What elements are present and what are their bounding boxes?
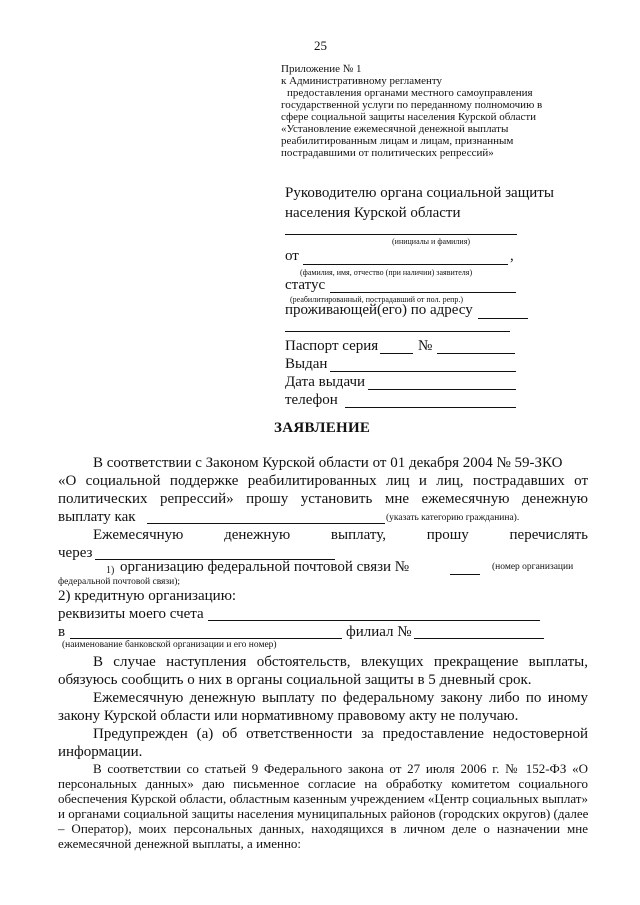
consent-text: и органами социальной защиты населения муниципальных районов (городских округов) (далее <box>58 806 589 821</box>
body-text: закону Курской области или нормативному правовому акту не получаю. <box>58 708 519 724</box>
initials-field[interactable] <box>285 234 517 235</box>
issue-date-field[interactable] <box>368 389 516 390</box>
issue-date-label: Дата выдачи <box>285 374 366 390</box>
consent-text: ежемесячной денежной выплаты, а именно: <box>58 836 302 851</box>
branch-field[interactable] <box>414 638 544 639</box>
passport-number-field[interactable] <box>437 353 515 354</box>
body-text: «О социальной поддержке реабилитированных лиц и лиц, пострадавших от <box>58 473 588 489</box>
appendix-line: Приложение № 1 <box>281 63 362 75</box>
payment-word: выплату, <box>330 527 386 543</box>
hint-post-a: (номер организации <box>492 562 574 572</box>
passport-series-field[interactable] <box>380 353 413 354</box>
consent-text: В соответствии со статьей 9 Федерального закона от 27 июля 2006 г. № 152-ФЗ «О <box>93 761 588 776</box>
requisites-label: реквизиты моего счета <box>58 606 204 622</box>
account-field[interactable] <box>208 620 540 621</box>
hint-category: (указать категорию гражданина). <box>386 513 520 523</box>
appendix-line: «Установление ежемесячной денежной выплаты <box>281 123 509 135</box>
hint-post-b: федеральной почтовой связи); <box>58 577 181 587</box>
issued-label: Выдан <box>285 356 328 372</box>
branch-label: филиал № <box>346 624 412 640</box>
address-label: проживающей(его) по адресу <box>285 302 473 318</box>
post-office-number-field[interactable] <box>450 574 480 575</box>
status-label: статус <box>285 277 326 293</box>
from-label: от <box>285 248 299 264</box>
address-field[interactable] <box>478 318 528 319</box>
appendix-line: государственной услуги по переданному полномочию в <box>281 99 543 111</box>
appendix-line: предоставления органами местного самоуправления <box>287 87 533 99</box>
hint-bank: (наименование банковской организации и его номер) <box>62 640 277 650</box>
payment-word: денежную <box>224 527 291 543</box>
appendix-line: пострадавшими от политических репрессий» <box>281 147 494 159</box>
hint-initials: (инициалы и фамилия) <box>392 237 471 246</box>
issued-field[interactable] <box>330 371 516 372</box>
option-2-text: 2) кредитную организацию: <box>58 588 237 604</box>
consent-text: обеспечения Курской области, областным казенным учреждением «Центр социальных выплат» <box>58 791 588 806</box>
payment-words <box>93 527 588 544</box>
option-1-text: организацию федеральной почтовой связи № <box>120 559 410 575</box>
body-text: В случае наступления обстоятельств, влекущих прекращение выплаты, <box>93 654 588 670</box>
body-text: информации. <box>58 744 143 760</box>
option-1-number: 1) <box>106 565 115 576</box>
passport-no-label: № <box>418 338 433 354</box>
consent-text: персональных данных» даю письменное согласие на обработку комитетом социального <box>58 776 588 791</box>
through-label: через <box>58 545 93 561</box>
hint-fio: (фамилия, имя, отчество (при наличии) заявителя) <box>300 268 473 277</box>
appendix-line: реабилитированным лицам и лицам, признанным <box>281 135 514 147</box>
page-number: 25 <box>314 38 327 53</box>
category-field[interactable] <box>147 523 385 524</box>
passport-label: Паспорт серия <box>285 338 379 354</box>
status-field[interactable] <box>330 292 516 293</box>
from-comma: , <box>510 248 514 264</box>
appendix-line: сфере социальной защиты населения Курской области <box>281 111 537 123</box>
body-text: выплату как <box>58 509 136 525</box>
phone-label: телефон <box>285 392 338 408</box>
body-text: политических репрессий» прошу установить мне ежемесячную денежную <box>58 491 588 507</box>
payment-word: перечислять <box>509 527 588 543</box>
body-text: В соответствии с Законом Курской области от 01 декабря 2004 № 59-ЗКО <box>93 455 563 471</box>
fio-field[interactable] <box>303 264 508 265</box>
body-text: Предупрежден (а) об ответственности за предоставление недостоверной <box>93 726 588 742</box>
consent-text: – Оператор), моих персональных данных, находящихся в личном деле о назначении мне <box>58 821 588 836</box>
addressee-line: Руководителю органа социальной защиты <box>285 185 554 201</box>
document-title: ЗАЯВЛЕНИЕ <box>274 420 371 436</box>
appendix-line: к Административному регламенту <box>281 75 443 87</box>
hint-status: (реабилитированный, пострадавший от пол. репр.) <box>290 295 464 304</box>
address-field-2[interactable] <box>285 331 510 332</box>
payment-word: прошу <box>426 527 469 543</box>
body-text: обязуюсь сообщить о них в органы социальной защиты в 5 дневный срок. <box>58 672 532 688</box>
phone-field[interactable] <box>345 407 516 408</box>
body-text: Ежемесячную денежную выплату по федеральному закону либо по иному <box>93 690 588 706</box>
bank-in-label: в <box>58 624 66 640</box>
payment-word: Ежемесячную <box>93 527 184 543</box>
addressee-line: населения Курской области <box>285 205 461 221</box>
bank-field[interactable] <box>70 638 342 639</box>
